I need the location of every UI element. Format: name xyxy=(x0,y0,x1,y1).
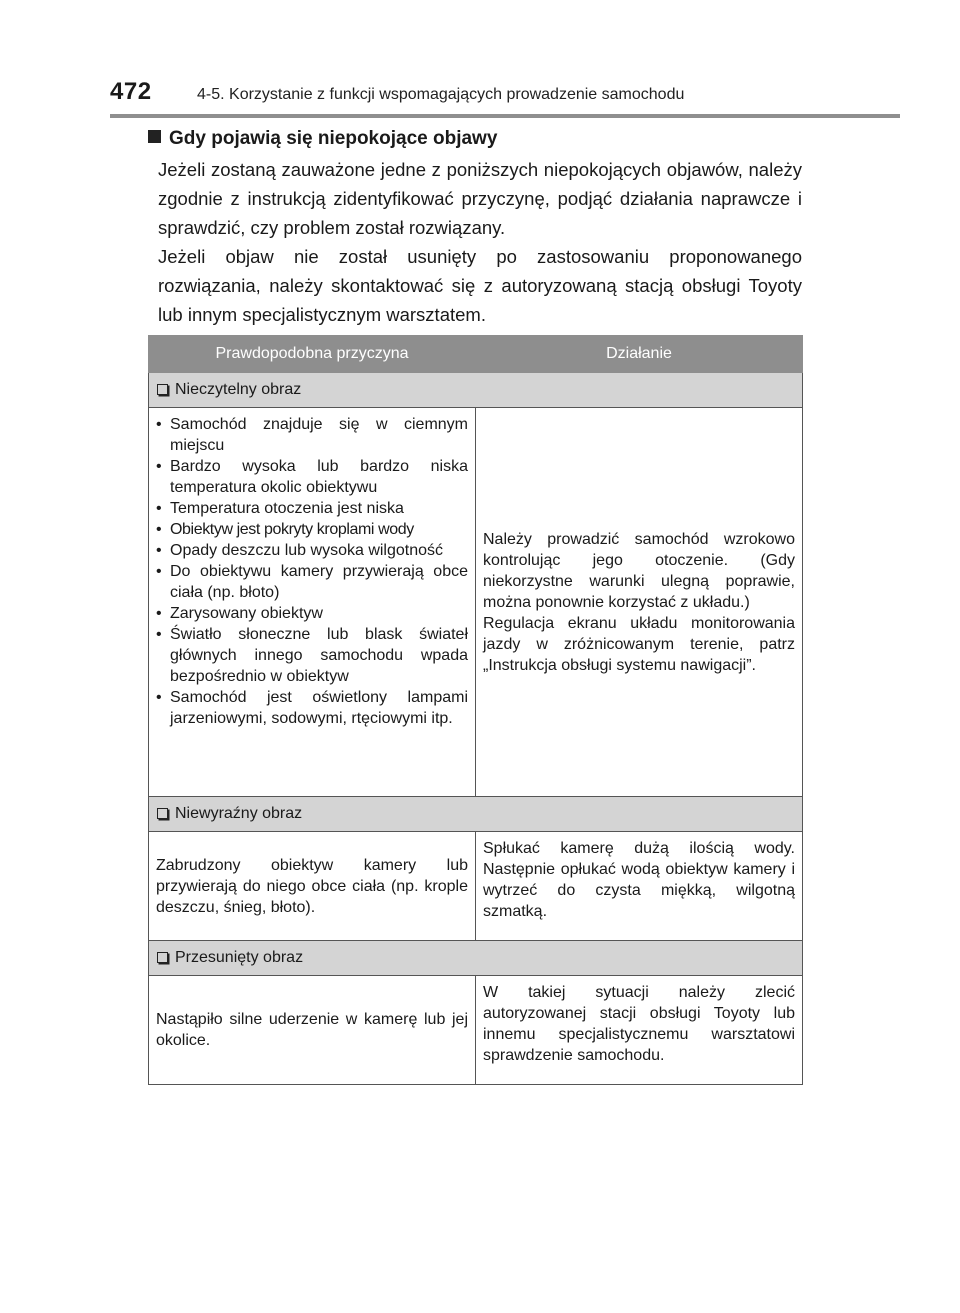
section-heading-text: Gdy pojawią się niepokojące objawy xyxy=(169,128,498,149)
section-body xyxy=(158,155,802,329)
group-title-cell xyxy=(149,941,803,976)
group-title-cell xyxy=(149,373,803,408)
square-bullet-icon xyxy=(148,130,161,143)
page-number: 472 xyxy=(110,78,152,105)
action-text: Należy prowadzić samochód wzrokowo kontrolując jego otoczenie. (Gdy niekorzystne warunki ulegną poprawie, można ponownie korzystać z układu.) xyxy=(483,530,795,611)
action-cell xyxy=(476,408,803,797)
list-item: • Samochód znajduje się w ciemnym miejscu xyxy=(156,414,468,456)
checkbox-bullet-icon xyxy=(157,952,168,963)
list-item: • Obiektyw jest pokryty kroplami wody xyxy=(156,519,468,540)
group-title: Nieczytelny obraz xyxy=(175,381,302,398)
cause-cell: Zabrudzony obiektyw kamery lub przywierają do niego obce ciała (np. krople deszczu, śnieg, błoto). xyxy=(149,832,476,941)
group-title-cell xyxy=(149,797,803,832)
checkbox-bullet-icon xyxy=(157,808,168,819)
list-item: • Samochód jest oświetlony lampami jarzeniowymi, sodowymi, rtęciowymi itp. xyxy=(156,687,468,729)
column-header-action: Działanie xyxy=(476,336,803,373)
table-row xyxy=(149,976,803,1085)
list-item: • Do obiektywu kamery przywierają obce ciała (np. błoto) xyxy=(156,561,468,603)
header-rule xyxy=(110,114,900,118)
column-header-cause: Prawdopodobna przyczyna xyxy=(149,336,476,373)
chapter-title: 4-5. Korzystanie z funkcji wspomagających prowadzenie samochodu xyxy=(197,86,685,103)
list-item: • Temperatura otoczenia jest niska xyxy=(156,498,468,519)
checkbox-bullet-icon xyxy=(157,384,168,395)
table-row xyxy=(149,832,803,941)
troubleshooting-table xyxy=(148,335,803,1085)
list-item: • Bardzo wysoka lub bardzo niska temperatura okolic obiektywu xyxy=(156,456,468,498)
section-heading xyxy=(148,128,497,150)
cause-list xyxy=(156,414,468,729)
group-row xyxy=(149,941,803,976)
group-row xyxy=(149,797,803,832)
action-cell: W takiej sytuacji należy zlecić autoryzowanej stacji obsługi Toyoty lub innemu specjalistycznemu warsztatowi sprawdzenie samochodu. xyxy=(476,976,803,1085)
section-paragraph-2: Jeżeli objaw nie został usunięty po zastosowaniu proponowanego rozwiązania, należy skontaktować się z autoryzowaną stacją obsługi Toyoty lub innym specjalistycznym warsztatem. xyxy=(158,246,802,325)
list-item: • Opady deszczu lub wysoka wilgotność xyxy=(156,540,468,561)
group-row xyxy=(149,373,803,408)
list-item: • Światło słoneczne lub blask świateł głównych innego samochodu wpada bezpośrednio w obiektyw xyxy=(156,624,468,687)
cause-cell xyxy=(149,408,476,797)
table-row xyxy=(149,408,803,797)
section-paragraph-1: Jeżeli zostaną zauważone jedne z poniższych niepokojących objawów, należy zgodnie z instrukcją zidentyfikować przyczynę, podjąć działania naprawcze i sprawdzić, czy problem został rozwiązany. xyxy=(158,159,802,238)
group-title: Przesunięty obraz xyxy=(175,949,304,966)
action-text: Regulacja ekranu układu monitorowania jazdy w zróżnicowanym terenie, patrz „Instrukcja obsługi systemu nawigacji”. xyxy=(483,614,795,674)
table-header-row xyxy=(149,336,803,373)
action-cell: Spłukać kamerę dużą ilością wody. Następnie opłukać wodą obiektyw kamery i wytrzeć do czysta miękką, wilgotną szmatką. xyxy=(476,832,803,941)
cause-cell: Nastąpiło silne uderzenie w kamerę lub jej okolice. xyxy=(149,976,476,1085)
group-title: Niewyraźny obraz xyxy=(175,805,303,822)
page-header xyxy=(110,76,900,116)
list-item: • Zarysowany obiektyw xyxy=(156,603,468,624)
